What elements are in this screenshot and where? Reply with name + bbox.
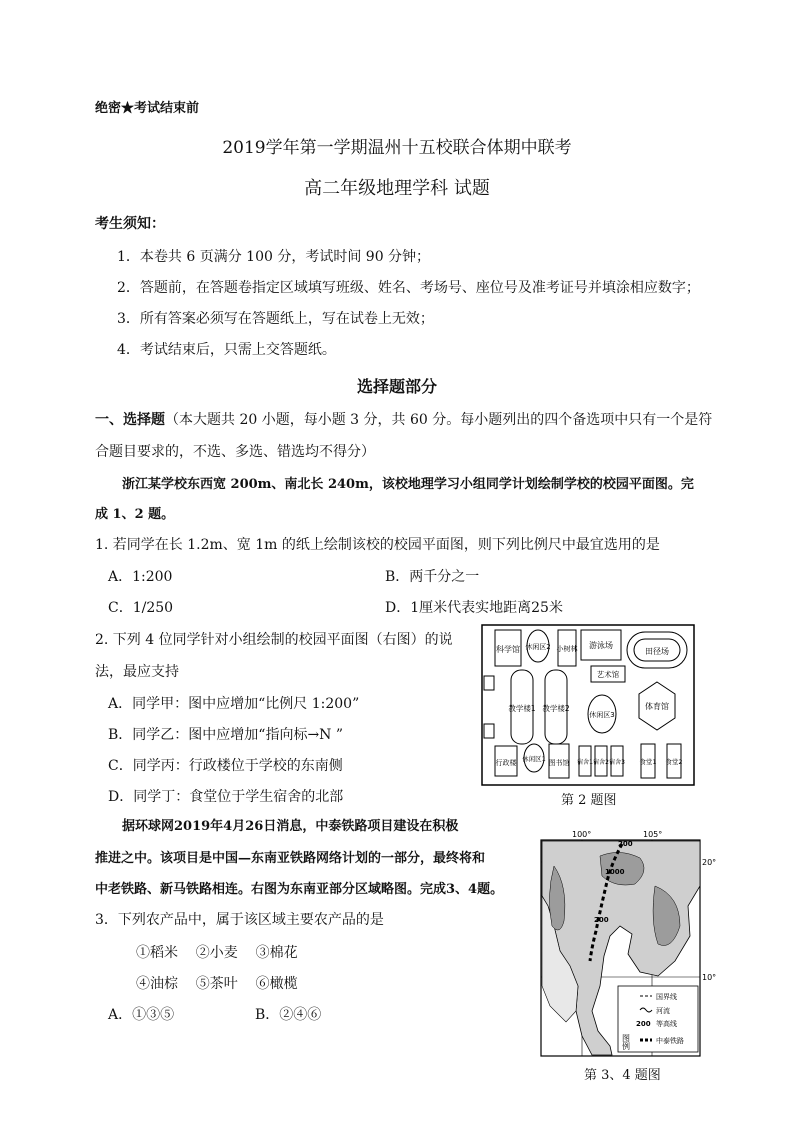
q1-option-b: B．两千分之一 bbox=[385, 569, 480, 585]
part1-intro bbox=[95, 409, 712, 429]
section-title: 选择题部分 bbox=[356, 377, 437, 396]
q1-option-d: D．1厘米代表实地距离25米 bbox=[385, 600, 563, 616]
label-xingzheng: 行政楼 bbox=[495, 759, 517, 767]
label-jiaoxuelou2: 教学楼2 bbox=[542, 704, 570, 713]
lat-label-20: 20° bbox=[702, 858, 717, 867]
campus-plan-figure bbox=[481, 624, 695, 786]
exam-title: 2019学年第一学期温州十五校联合体期中联考 bbox=[222, 138, 572, 158]
q3-option-a: A．①③⑤ bbox=[108, 1007, 175, 1023]
legend-contour-num: 200 bbox=[636, 1020, 651, 1028]
contour-label-1000: 1000 bbox=[605, 868, 625, 876]
q2-option-c: C．同学丙：行政楼位于学校的东南侧 bbox=[108, 758, 343, 774]
legend-contour: 等高线 bbox=[656, 1020, 677, 1028]
passage-intro-2: 据环球网2019年4月26日消息，中泰铁路项目建设在积极 bbox=[122, 819, 459, 834]
passage-intro-2-cont: 中老铁路、新马铁路相连。右图为东南亚部分区域略图。完成3、4题。 bbox=[95, 882, 504, 897]
legend-title: 图例 bbox=[621, 1034, 631, 1050]
confidential-label: 绝密★考试结束前 bbox=[95, 101, 200, 116]
label-xiuxian1: 休闲区1 bbox=[522, 755, 546, 763]
label-tushuguan: 图书馆 bbox=[548, 759, 570, 767]
q2-option-b: B．同学乙：图中应增加“指向标→N ” bbox=[108, 727, 344, 743]
southeast-asia-map bbox=[540, 826, 718, 1058]
notice-item: 1．本卷共 6 页满分 100 分，考试时间 90 分钟； bbox=[117, 249, 431, 265]
part1-desc-cont: 合题目要求的，不选、多选、错选均不得分） bbox=[95, 444, 375, 460]
question-2-stem: 2. 下列 4 位同学针对小组绘制的校园平面图（右图）的说 bbox=[95, 632, 453, 648]
label-jiaoxuelou1: 教学楼1 bbox=[508, 704, 536, 713]
question-1-stem: 1. 若同学在长 1.2m、宽 1m 的纸上绘制该校的校园平面图，则下列比例尺中最宜选用的是 bbox=[95, 537, 660, 553]
q2-option-a: A．同学甲：图中应增加“比例尺 1:200” bbox=[108, 696, 360, 712]
part1-label: 一、选择题 bbox=[95, 412, 165, 428]
contour-label-200a: 200 bbox=[618, 840, 633, 848]
label-sushe3: 宿舍3 bbox=[609, 759, 625, 766]
q3-items-row1: ①稻米 ②小麦 ③棉花 bbox=[136, 945, 298, 961]
label-xiuxian2: 休闲区2 bbox=[525, 643, 551, 651]
contour-label-200b: 200 bbox=[594, 916, 609, 924]
legend-river: 河流 bbox=[656, 1007, 670, 1015]
label-sushe1: 宿舍1 bbox=[577, 759, 593, 766]
label-tiyuguan: 体育馆 bbox=[645, 702, 669, 711]
label-xiuxian3: 休闲区3 bbox=[589, 711, 615, 719]
q3-option-b: B．②④⑥ bbox=[255, 1007, 322, 1023]
lon-label-105: 105° bbox=[643, 830, 663, 839]
notice-item: 3．所有答案必须写在答题纸上，写在试卷上无效； bbox=[117, 311, 434, 327]
part1-desc: （本大题共 20 小题，每小题 3 分，共 60 分。每小题列出的四个备选项中只有一个是符 bbox=[165, 412, 713, 428]
notice-heading: 考生须知： bbox=[95, 216, 165, 232]
q1-option-c: C．1/250 bbox=[108, 600, 174, 616]
label-youyongchang: 游泳场 bbox=[589, 641, 613, 650]
label-xiaoshulin: 小树林 bbox=[556, 645, 578, 653]
label-shitang2: 食堂2 bbox=[665, 758, 683, 766]
q1-option-a: A．1:200 bbox=[108, 569, 173, 585]
label-yishuguan: 艺术馆 bbox=[596, 670, 620, 679]
label-kexueguan: 科学馆 bbox=[496, 645, 520, 654]
legend-railway: 中泰铁路 bbox=[656, 1037, 684, 1045]
q3-items-row2: ④油棕 ⑤茶叶 ⑥橄榄 bbox=[136, 976, 298, 992]
label-tianjingchang: 田径场 bbox=[645, 647, 669, 656]
lon-label-100: 100° bbox=[572, 830, 592, 839]
q2-option-d: D．同学丁：食堂位于学生宿舍的北部 bbox=[108, 789, 344, 805]
legend-border: 国界线 bbox=[656, 993, 677, 1001]
lat-label-10: 10° bbox=[702, 973, 717, 982]
figure-2-caption: 第 2 题图 bbox=[561, 793, 617, 808]
label-sushe2: 宿舍2 bbox=[593, 759, 609, 766]
exam-subtitle: 高二年级地理学科 试题 bbox=[304, 178, 490, 199]
question-2-stem-cont: 法，最应支持 bbox=[95, 664, 179, 680]
passage-intro-2-cont: 推进之中。该项目是中国—东南亚铁路网络计划的一部分，最终将和 bbox=[95, 851, 486, 866]
passage-intro-cont: 成 1、2 题。 bbox=[95, 507, 175, 522]
passage-intro: 浙江某学校东西宽 200m、南北长 240m，该校地理学习小组同学计划绘制学校的校园平面图。完 bbox=[122, 477, 694, 492]
question-3-stem: 3．下列农产品中，属于该区域主要农产品的是 bbox=[95, 912, 384, 928]
label-shitang1: 食堂1 bbox=[639, 758, 657, 766]
figure-34-caption: 第 3、4 题图 bbox=[584, 1068, 661, 1083]
notice-item: 2．答题前，在答题卷指定区域填写班级、姓名、考场号、座位号及准考证号并填涂相应数字； bbox=[117, 280, 700, 296]
notice-item: 4．考试结束后，只需上交答题纸。 bbox=[117, 342, 336, 358]
